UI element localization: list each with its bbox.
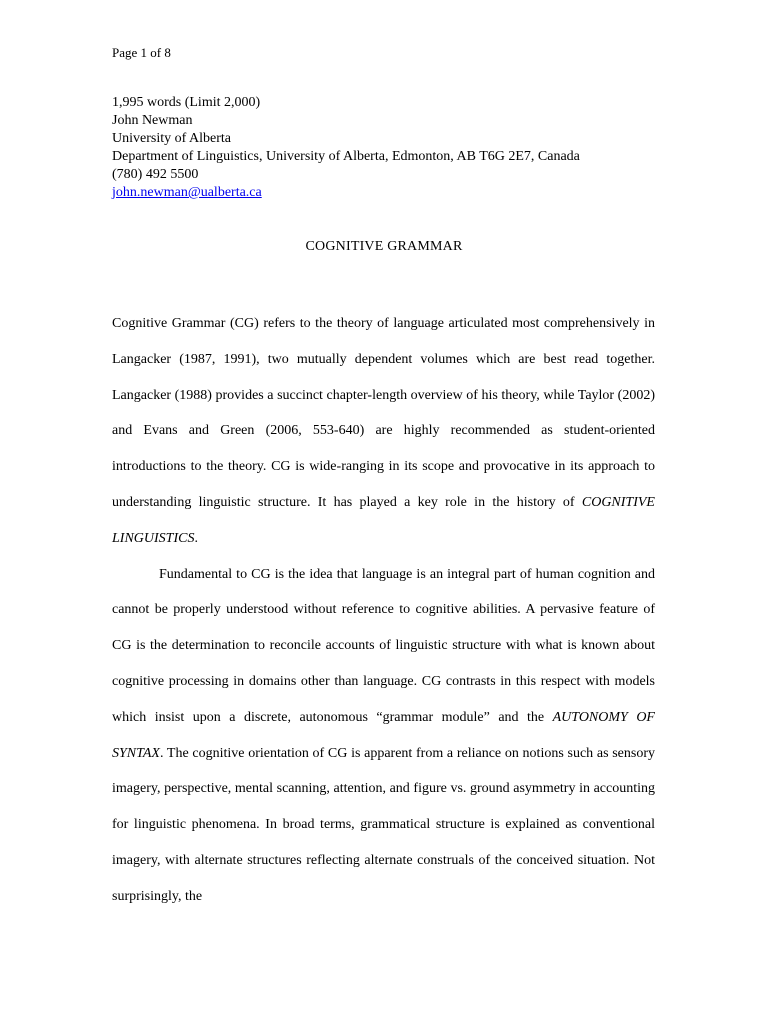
author-email-line [112, 184, 672, 202]
author-info-block [112, 94, 672, 202]
page-number: Page 1 of 8 [112, 45, 171, 60]
paragraph-2 [112, 557, 655, 915]
paragraph-2-text: Fundamental to CG is the idea that language is an integral part of human cognition and cannot be properly understood without reference to cognitive abilities. A pervasive feature of CG is the determination to reconcile accounts of linguistic structure with what is known about cognitive processing in domains other than language. CG contrasts in this respect with models which insist upon a discrete, autonomous “grammar module” and the [112, 566, 655, 725]
paragraph-2-emphasis: AUTONOMY OF SYNTAX [112, 709, 655, 761]
paragraph-1-emphasis: COGNITIVE LINGUISTICS [112, 494, 655, 546]
document-body [112, 306, 655, 915]
document-title: COGNITIVE GRAMMAR [305, 239, 463, 254]
paragraph-1-text: Cognitive Grammar (CG) refers to the theory of language articulated most comprehensively in Langacker (1987, 1991), two mutually dependent volumes which are best read together. Langacker (1988) provides a succinct chapter-length overview of his theory, while Taylor (2002) and Evans and Green (2006, 553-640) are highly recommended as student-oriented introductions to the theory. CG is wide-ranging in its scope and provocative in its approach to understanding linguistic structure. It has played a key role in the history of [112, 316, 655, 510]
paragraph-1-end: . [194, 530, 198, 546]
author-phone: (780) 492 5500 [112, 167, 199, 182]
author-address: Department of Linguistics, University of Alberta, Edmonton, AB T6G 2E7, Canada [112, 149, 580, 164]
author-name: John Newman [112, 113, 193, 128]
paragraph-1 [112, 306, 655, 557]
word-count: 1,995 words (Limit 2,000) [112, 95, 261, 110]
author-affiliation: University of Alberta [112, 131, 231, 146]
author-email-link[interactable]: john.newman@ualberta.ca [112, 185, 262, 200]
paragraph-2-end: . The cognitive orientation of CG is apparent from a reliance on notions such as sensory imagery, perspective, mental scanning, attention, and figure vs. ground asymmetry in accounting for linguistic phenomena. In broad terms, grammatical structure is explained as conventional imagery, with alternate structures reflecting alternate construals of the conceived situation. Not surprisingly, the [112, 745, 655, 904]
